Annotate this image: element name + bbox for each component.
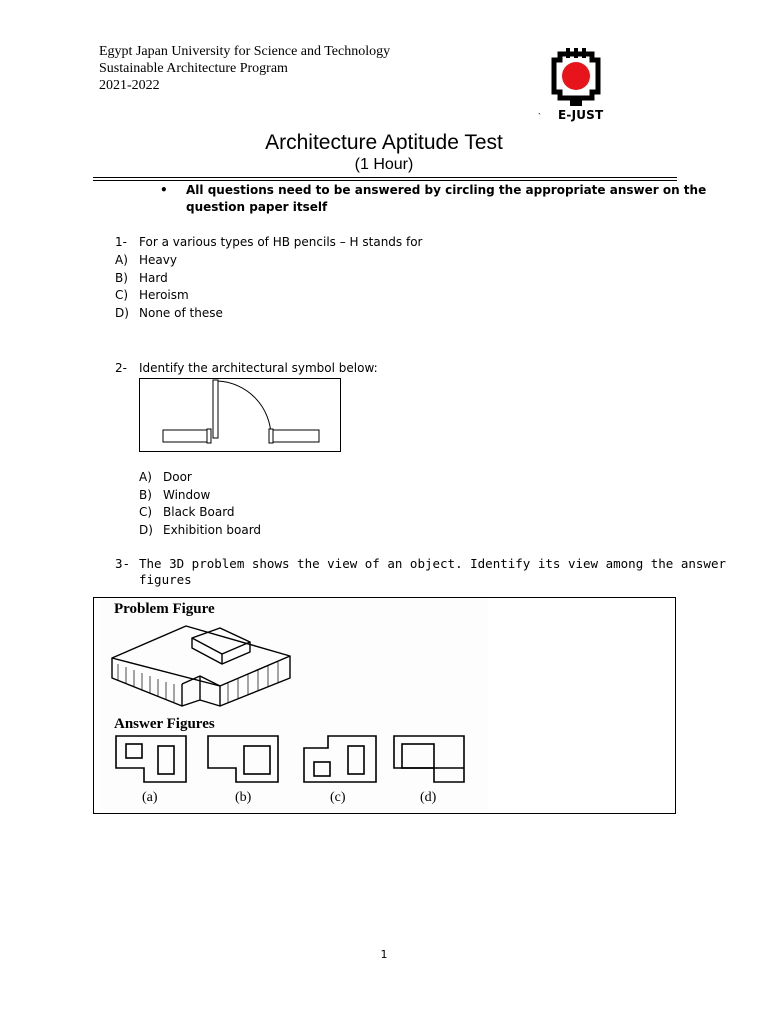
q2-text: Identify the architectural symbol below: — [139, 361, 378, 375]
q3-figure-box — [93, 597, 676, 814]
instruction-bullet: • — [160, 183, 168, 197]
q2-option-a-letter[interactable]: A) — [139, 470, 152, 484]
q2-option-b-letter[interactable]: B) — [139, 488, 152, 502]
page-number: 1 — [380, 948, 388, 961]
answer-option-a[interactable]: (a) — [142, 790, 158, 805]
answer-figures-label: Answer Figures — [114, 716, 215, 732]
door-symbol-figure — [139, 378, 341, 452]
university-name: Egypt Japan University for Science and Technology — [99, 44, 391, 59]
problem-figure-drawing — [108, 620, 298, 710]
q1-number: 1- — [115, 235, 127, 249]
answer-option-c[interactable]: (c) — [330, 790, 346, 805]
q2-option-c-letter[interactable]: C) — [139, 505, 153, 519]
page-subtitle: (1 Hour) — [354, 156, 414, 173]
q1-option-d[interactable]: None of these — [139, 306, 223, 320]
logo-text: E-JUST — [558, 108, 604, 122]
answer-figure-b — [208, 736, 278, 782]
ejust-logo-mark — [546, 46, 606, 106]
title-rule-top — [93, 177, 677, 178]
q2-option-d[interactable]: Exhibition board — [163, 523, 262, 537]
program-name: Sustainable Architecture Program — [99, 61, 288, 76]
q2-option-a[interactable]: Door — [163, 470, 192, 484]
q1-option-c-letter[interactable]: C) — [115, 288, 129, 302]
answer-figure-c — [304, 736, 376, 782]
problem-figure-label: Problem Figure — [114, 601, 215, 617]
answer-figure-a — [116, 736, 186, 782]
q1-option-a-letter[interactable]: A) — [115, 253, 128, 267]
answer-figure-d — [394, 736, 464, 782]
answer-option-d[interactable]: (d) — [420, 790, 437, 805]
instruction-line-2: question paper itself — [186, 200, 328, 214]
q1-text: For a various types of HB pencils – H stands for — [139, 235, 423, 249]
q1-option-a[interactable]: Heavy — [139, 253, 177, 267]
answer-option-b[interactable]: (b) — [235, 790, 252, 805]
q2-option-c[interactable]: Black Board — [163, 505, 235, 519]
q2-option-b[interactable]: Window — [163, 488, 211, 502]
q1-option-b-letter[interactable]: B) — [115, 271, 128, 285]
q2-number: 2- — [115, 361, 127, 375]
logo-mark-small: ` — [538, 112, 541, 122]
q1-option-c[interactable]: Heroism — [139, 288, 189, 302]
page-title: Architecture Aptitude Test — [265, 131, 503, 154]
instruction-line-1: All questions need to be answered by circling the appropriate answer on the — [186, 183, 707, 197]
q3-number: 3- — [115, 556, 131, 571]
q2-option-d-letter[interactable]: D) — [139, 523, 153, 537]
title-rule-bottom — [93, 180, 677, 181]
q3-text-line-1: The 3D problem shows the view of an object. Identify its view among the answer — [139, 556, 726, 571]
academic-year: 2021-2022 — [99, 78, 160, 93]
q1-option-d-letter[interactable]: D) — [115, 306, 129, 320]
q3-text-line-2: figures — [139, 572, 192, 587]
q1-option-b[interactable]: Hard — [139, 271, 168, 285]
ejust-logo — [538, 46, 606, 124]
